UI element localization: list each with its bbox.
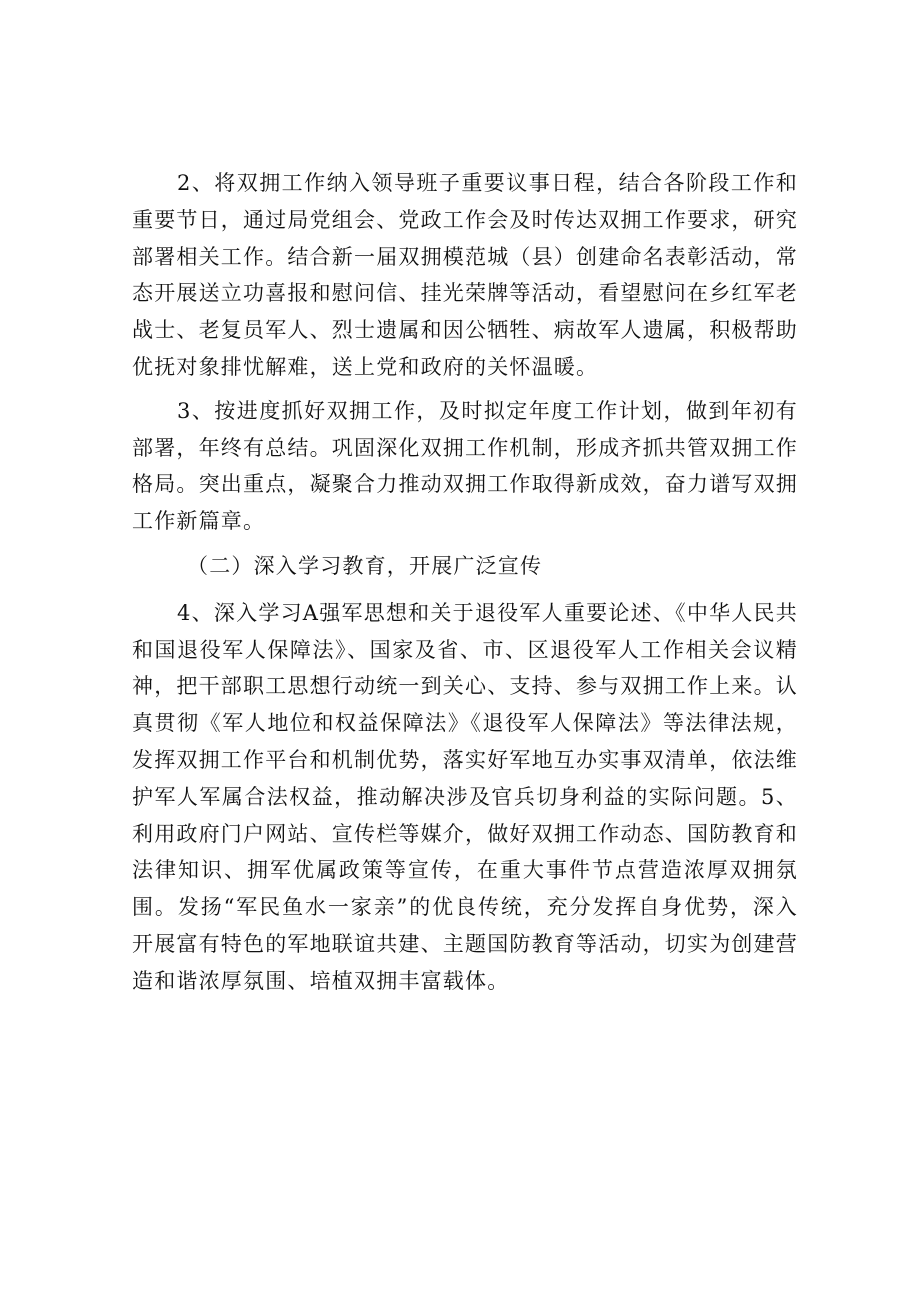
document-body <box>132 165 798 1000</box>
paragraph-item-3: 3、按进度抓好双拥工作，及时拟定年度工作计划，做到年初有部署，年终有总结。巩固深化双拥工作机制，形成齐抓共管双拥工作格局。突出重点，凝聚合力推动双拥工作取得新成效，奋力谱写双拥工作新篇章。 <box>132 398 798 534</box>
paragraph-item-4-5: 4、深入学习A强军思想和关于退役军人重要论述、《中华人民共和国退役军人保障法》、国家及省、市、区退役军人工作相关会议精神，把干部职工思想行动统一到关心、支持、参与双拥工作上来。认真贯彻《军人地位和权益保障法》《退役军人保障法》等法律法规，发挥双拥工作平台和机制优势，落实好军地互办实事双清单，依法维护军人军属合法权益，推动解决涉及官兵切身利益的实际问题。5、利用政府门户网站、宣传栏等媒介，做好双拥工作动态、国防教育和法律知识、拥军优属政策等宣传，在重大事件节点营造浓厚双拥氛围。发扬“军民鱼水一家亲”的优良传统，充分发挥自身优势，深入开展富有特色的军地联谊共建、主题国防教育等活动，切实为创建营造和谐浓厚氛围、培植双拥丰富载体。 <box>132 600 798 993</box>
section-heading: （二）深入学习教育，开展广泛宣传 <box>187 553 543 578</box>
paragraph-item-2: 2、将双拥工作纳入领导班子重要议事日程，结合各阶段工作和重要节日，通过局党组会、党政工作会及时传达双拥工作要求，研究部署相关工作。结合新一届双拥模范城（县）创建命名表彰活动，常态开展送立功喜报和慰问信、挂光荣牌等活动，看望慰问在乡红军老战士、老复员军人、烈士遗属和因公牺牲、病故军人遗属，积极帮助优抚对象排忧解难，送上党和政府的关怀温暖。 <box>132 171 798 379</box>
